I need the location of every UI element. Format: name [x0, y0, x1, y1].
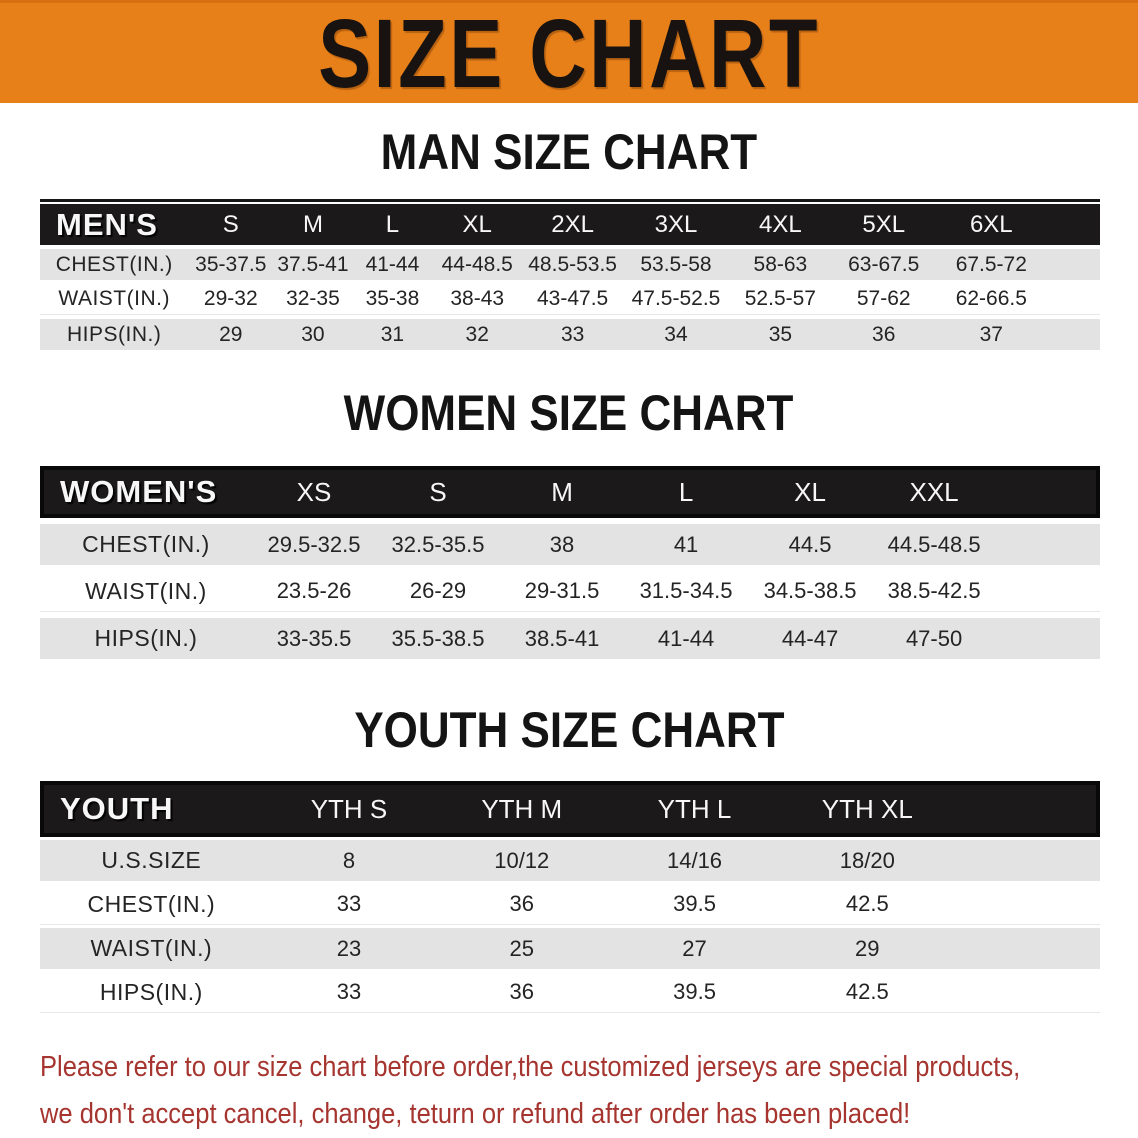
- row-label: U.S.SIZE: [40, 840, 263, 881]
- row-label: WAIST(IN.): [40, 928, 263, 969]
- size-cell: 62-66.5: [936, 284, 1047, 315]
- banner: [0, 0, 1138, 108]
- column-header: S: [376, 466, 500, 518]
- size-cell: 27: [608, 928, 781, 969]
- row-label: CHEST(IN.): [40, 249, 188, 280]
- size-cell: 33-35.5: [252, 618, 376, 659]
- column-header: XS: [252, 466, 376, 518]
- size-cell: 36: [832, 319, 936, 350]
- size-cell: 41: [624, 524, 748, 565]
- youth-table: [40, 778, 1100, 1016]
- size-cell: 38.5-41: [500, 618, 624, 659]
- men-section-heading-text: MAN SIZE CHART: [380, 124, 758, 180]
- youth-section-heading-text: YOUTH SIZE CHART: [353, 702, 785, 758]
- table-row: [40, 840, 1100, 881]
- size-cell: 35: [729, 319, 832, 350]
- row-label: WAIST(IN.): [40, 571, 252, 612]
- table-row: [40, 972, 1100, 1013]
- column-header: M: [273, 204, 353, 245]
- spacer-cell: [1047, 284, 1100, 315]
- spacer-cell: [996, 618, 1100, 659]
- size-cell: 26-29: [376, 571, 500, 612]
- size-cell: 43-47.5: [522, 284, 623, 315]
- youth-table-label: YOUTH: [40, 781, 263, 837]
- column-header: S: [188, 204, 273, 245]
- size-cell: 36: [435, 884, 608, 925]
- size-cell: 41-44: [624, 618, 748, 659]
- column-header: YTH S: [263, 781, 436, 837]
- spacer-cell: [954, 972, 1100, 1013]
- size-cell: 32: [432, 319, 522, 350]
- size-cell: 35-37.5: [188, 249, 273, 280]
- column-header: XXL: [872, 466, 996, 518]
- table-row: [40, 884, 1100, 925]
- page-title: SIZE CHART: [318, 0, 820, 108]
- size-cell: 10/12: [435, 840, 608, 881]
- women-section-heading: [0, 354, 1138, 466]
- size-cell: 37: [936, 319, 1047, 350]
- row-label: HIPS(IN.): [40, 618, 252, 659]
- row-label: CHEST(IN.): [40, 884, 263, 925]
- spacer-cell: [1047, 319, 1100, 350]
- size-cell: 42.5: [781, 972, 954, 1013]
- header-spacer: [1047, 204, 1100, 245]
- disclaimer-note: [40, 1044, 1138, 1138]
- spacer-cell: [996, 524, 1100, 565]
- size-cell: 37.5-41: [273, 249, 353, 280]
- size-cell: 33: [263, 972, 436, 1013]
- men-section-heading: [0, 103, 1138, 199]
- size-cell: 25: [435, 928, 608, 969]
- men-size-table: [40, 199, 1100, 354]
- column-header: 2XL: [522, 204, 623, 245]
- size-cell: 29-31.5: [500, 571, 624, 612]
- size-cell: 30: [273, 319, 353, 350]
- size-cell: 63-67.5: [832, 249, 936, 280]
- women-size-table: [40, 460, 1100, 665]
- column-header: L: [353, 204, 433, 245]
- spacer-cell: [996, 571, 1100, 612]
- row-label: HIPS(IN.): [40, 972, 263, 1013]
- women-header-row: [40, 466, 1100, 518]
- size-cell: 35.5-38.5: [376, 618, 500, 659]
- women-section-heading-text: WOMEN SIZE CHART: [344, 385, 794, 441]
- row-label: WAIST(IN.): [40, 284, 188, 315]
- row-label: HIPS(IN.): [40, 319, 188, 350]
- men-header-row: [40, 204, 1100, 245]
- size-cell: 44-47: [748, 618, 872, 659]
- size-cell: 33: [522, 319, 623, 350]
- size-cell: 31: [353, 319, 433, 350]
- women-table: [40, 460, 1100, 665]
- size-cell: 23.5-26: [252, 571, 376, 612]
- size-cell: 39.5: [608, 972, 781, 1013]
- youth-size-table: [40, 778, 1100, 1016]
- column-header: 6XL: [936, 204, 1047, 245]
- spacer-cell: [954, 928, 1100, 969]
- size-cell: 53.5-58: [623, 249, 729, 280]
- size-cell: 57-62: [832, 284, 936, 315]
- column-header: 3XL: [623, 204, 729, 245]
- table-row: [40, 249, 1100, 280]
- size-cell: 29-32: [188, 284, 273, 315]
- size-cell: 34.5-38.5: [748, 571, 872, 612]
- spacer-cell: [954, 840, 1100, 881]
- size-cell: 48.5-53.5: [522, 249, 623, 280]
- size-cell: 47.5-52.5: [623, 284, 729, 315]
- size-cell: 38.5-42.5: [872, 571, 996, 612]
- disclaimer-line-1: Please refer to our size chart before order,the customized jerseys are special products,: [40, 1051, 1021, 1083]
- header-spacer: [996, 466, 1100, 518]
- table-row: [40, 571, 1100, 612]
- table-row: [40, 928, 1100, 969]
- size-cell: 29.5-32.5: [252, 524, 376, 565]
- size-cell: 32-35: [273, 284, 353, 315]
- size-cell: 34: [623, 319, 729, 350]
- table-row: [40, 284, 1100, 315]
- column-header: XL: [432, 204, 522, 245]
- size-cell: 44-48.5: [432, 249, 522, 280]
- spacer-cell: [954, 884, 1100, 925]
- men-section: [0, 103, 1138, 354]
- size-cell: 44.5: [748, 524, 872, 565]
- column-header: XL: [748, 466, 872, 518]
- spacer-cell: [1047, 249, 1100, 280]
- column-header: 4XL: [729, 204, 832, 245]
- youth-section-heading: [0, 665, 1138, 781]
- table-row: [40, 618, 1100, 659]
- size-cell: 8: [263, 840, 436, 881]
- size-cell: 52.5-57: [729, 284, 832, 315]
- size-cell: 67.5-72: [936, 249, 1047, 280]
- size-cell: 14/16: [608, 840, 781, 881]
- size-cell: 38-43: [432, 284, 522, 315]
- size-cell: 36: [435, 972, 608, 1013]
- size-cell: 32.5-35.5: [376, 524, 500, 565]
- size-cell: 29: [188, 319, 273, 350]
- youth-header-row: [40, 781, 1100, 837]
- youth-section: [0, 665, 1138, 1016]
- size-cell: 31.5-34.5: [624, 571, 748, 612]
- column-header: L: [624, 466, 748, 518]
- size-cell: 58-63: [729, 249, 832, 280]
- disclaimer-line-2: we don't accept cancel, change, teturn or refund after order has been placed!: [40, 1098, 911, 1130]
- size-cell: 44.5-48.5: [872, 524, 996, 565]
- column-header: M: [500, 466, 624, 518]
- table-row: [40, 319, 1100, 350]
- men-table-label: MEN'S: [40, 204, 188, 245]
- size-cell: 42.5: [781, 884, 954, 925]
- size-cell: 29: [781, 928, 954, 969]
- column-header: YTH L: [608, 781, 781, 837]
- table-row: [40, 524, 1100, 565]
- men-table: [40, 200, 1100, 354]
- size-cell: 41-44: [353, 249, 433, 280]
- column-header: 5XL: [832, 204, 936, 245]
- women-section: [0, 354, 1138, 665]
- size-cell: 39.5: [608, 884, 781, 925]
- size-cell: 33: [263, 884, 436, 925]
- column-header: YTH M: [435, 781, 608, 837]
- row-label: CHEST(IN.): [40, 524, 252, 565]
- size-cell: 38: [500, 524, 624, 565]
- size-cell: 35-38: [353, 284, 433, 315]
- women-table-label: WOMEN'S: [40, 466, 252, 518]
- size-cell: 47-50: [872, 618, 996, 659]
- size-cell: 23: [263, 928, 436, 969]
- header-spacer: [954, 781, 1100, 837]
- column-header: YTH XL: [781, 781, 954, 837]
- size-cell: 18/20: [781, 840, 954, 881]
